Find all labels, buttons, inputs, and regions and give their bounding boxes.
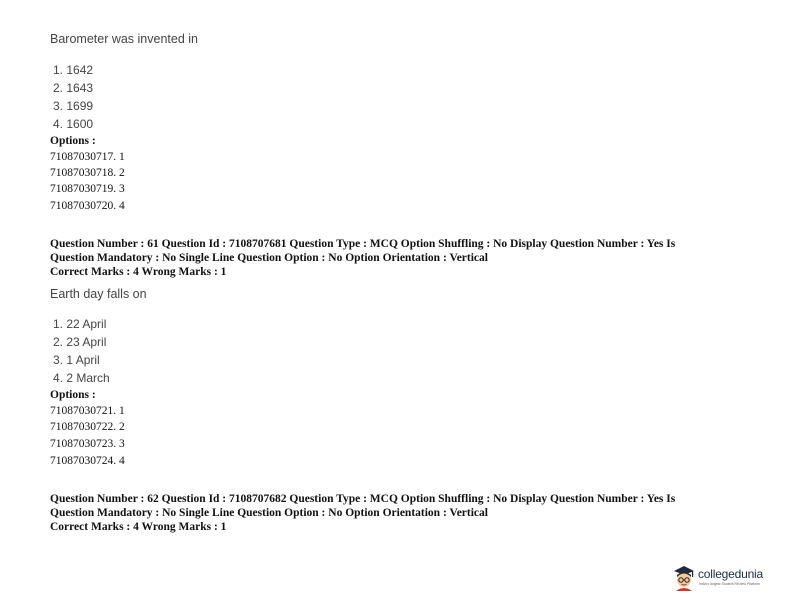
answer-option: 4. 2 March bbox=[53, 371, 110, 385]
question-text: Barometer was invented in bbox=[50, 32, 198, 46]
question-meta bbox=[50, 492, 750, 534]
collegedunia-logo bbox=[672, 562, 772, 592]
answer-option: 3. 1699 bbox=[53, 99, 94, 113]
answer-option: 1. 22 April bbox=[53, 317, 107, 331]
option-id: 71087030717. 1 bbox=[50, 151, 125, 163]
option-id: 71087030718. 2 bbox=[50, 167, 125, 179]
question-meta-line: Question Number : 61 Question Id : 7108707681 Question Type : MCQ Option Shuffling : No Display Question Number : Yes Is bbox=[50, 238, 676, 250]
question-meta bbox=[50, 237, 750, 279]
logo-tagline: India's largest Student Review Platform bbox=[699, 582, 760, 586]
question-meta-line: Question Number : 62 Question Id : 7108707682 Question Type : MCQ Option Shuffling : No Display Question Number : Yes Is bbox=[50, 493, 676, 505]
logo-brand-text: collegedunia bbox=[698, 567, 763, 581]
student-mascot-icon bbox=[672, 564, 696, 592]
options-label: Options : bbox=[50, 135, 96, 147]
option-id: 71087030724. 4 bbox=[50, 455, 125, 467]
option-id: 71087030721. 1 bbox=[50, 405, 125, 417]
answer-option: 4. 1600 bbox=[53, 117, 94, 131]
marks-line: Correct Marks : 4 Wrong Marks : 1 bbox=[50, 521, 227, 533]
answer-option: 1. 1642 bbox=[53, 63, 94, 77]
option-id: 71087030722. 2 bbox=[50, 421, 125, 433]
marks-line: Correct Marks : 4 Wrong Marks : 1 bbox=[50, 266, 227, 278]
answer-option: 3. 1 April bbox=[53, 353, 100, 367]
question-meta-line: Question Mandatory : No Single Line Question Option : No Option Orientation : Vertical bbox=[50, 252, 488, 264]
question-meta-line: Question Mandatory : No Single Line Question Option : No Option Orientation : Vertical bbox=[50, 507, 488, 519]
answer-option: 2. 23 April bbox=[53, 335, 107, 349]
option-id: 71087030720. 4 bbox=[50, 200, 125, 212]
question-text: Earth day falls on bbox=[50, 287, 147, 301]
option-id: 71087030723. 3 bbox=[50, 438, 125, 450]
options-label: Options : bbox=[50, 389, 96, 401]
answer-option: 2. 1643 bbox=[53, 81, 94, 95]
option-id: 71087030719. 3 bbox=[50, 183, 125, 195]
